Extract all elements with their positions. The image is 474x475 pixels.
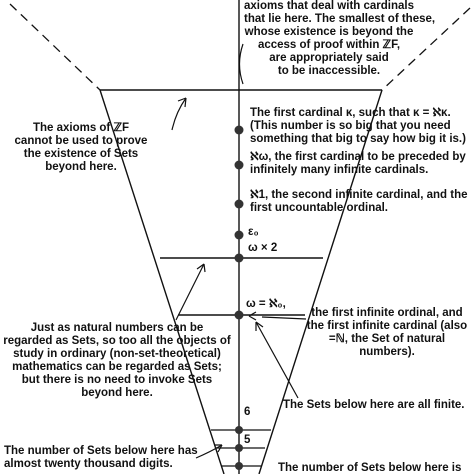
naturals-note: [0, 322, 234, 400]
omega-note-line: the first infinite ordinal, and: [311, 307, 463, 319]
dot-epsilon0: [235, 231, 244, 240]
omega-note: [300, 307, 474, 359]
aleph-one-note: [250, 189, 468, 215]
omega-note-line: =ℕ, the Set of natural: [328, 333, 446, 345]
inaccessible-note-line: access of proof within ℤF,: [257, 39, 401, 51]
omega-note-line: the first infinite cardinal (also: [306, 320, 468, 332]
omega-eq-label: ω = ℵ₀,: [246, 298, 286, 310]
six-label: 6: [244, 406, 251, 418]
dot-omega: [235, 311, 244, 320]
digits-note-line: The number of Sets below here has: [4, 445, 198, 457]
naturals-note-line: regarded as Sets, so too all the objects of: [3, 335, 231, 347]
naturals-note-line: study in ordinary (non-set-theoretical): [13, 348, 221, 360]
arrow-finite-note: [256, 322, 298, 398]
arrow-finite-note-head: [256, 322, 263, 331]
dot-four: [235, 462, 243, 470]
five-label: 5: [244, 434, 251, 446]
kappa-note-line: The first cardinal κ, such that κ = ℵκ.: [250, 107, 451, 119]
naturals-note-line: mathematics can be regarded as Sets;: [12, 361, 222, 373]
zf-note-line: cannot be used to prove: [14, 135, 148, 147]
omega-note-line: numbers).: [359, 346, 415, 358]
arrow-omega-note-head: [249, 312, 256, 320]
epsilon0-label: ε₀: [248, 226, 259, 238]
left-dashed-edge: [10, 4, 100, 90]
inaccessible-note-line: to be inaccessible.: [277, 65, 381, 77]
arrow-zf-note: [172, 98, 186, 130]
naturals-note-line: beyond here.: [81, 387, 153, 399]
inaccessible-note-line: are appropriately said: [269, 52, 389, 64]
inaccessible-note-line: axioms that deal with cardinals: [244, 0, 414, 12]
dot-aleph-omega: [235, 161, 244, 170]
top-bracket: [240, 44, 244, 84]
aleph-one-note-line: first uncountable ordinal.: [250, 202, 389, 214]
arrow-naturals-note: [176, 264, 204, 320]
digits-note-line: almost twenty thousand digits.: [4, 458, 173, 470]
inaccessible-note-line: whose existence is beyond the: [244, 26, 414, 38]
naturals-note-line: but there is no need to invoke Sets: [21, 374, 213, 386]
kappa-note-line: something that big to say how big it is.): [250, 133, 466, 145]
zf-note-line: the existence of Sets: [23, 148, 139, 160]
aleph-omega-note: [250, 151, 466, 177]
kappa-note-line: (This number is so big that you need: [250, 120, 451, 132]
aleph-omega-note-line: infinitely many infinite cardinals.: [250, 164, 429, 176]
kappa-note: [250, 107, 466, 146]
dot-kappa: [235, 126, 244, 135]
digits-note: [4, 445, 198, 471]
aleph-omega-note-line: ℵω, the first cardinal to be preceded by: [250, 151, 466, 163]
dot-six: [235, 426, 243, 434]
right-edge: [259, 90, 382, 474]
inaccessible-note: [244, 0, 436, 78]
naturals-note-line: Just as natural numbers can be: [30, 322, 204, 334]
dot-omega-times-2: [235, 254, 244, 263]
bottom-partial-note: The number of Sets below here is: [278, 462, 462, 474]
dot-five: [235, 444, 243, 452]
aleph-one-note-line: ℵ1, the second infinite cardinal, and the: [250, 189, 468, 201]
zf-note-line: The axioms of ℤF: [32, 122, 130, 134]
zf-note: [6, 122, 156, 174]
dot-aleph-one: [235, 200, 244, 209]
finite-note: The Sets below here are all finite.: [283, 399, 465, 411]
zf-note-line: beyond here.: [45, 161, 117, 173]
omega-times-2-label: ω × 2: [248, 242, 278, 254]
inaccessible-note-line: that lie here. The smallest of these,: [244, 13, 436, 25]
